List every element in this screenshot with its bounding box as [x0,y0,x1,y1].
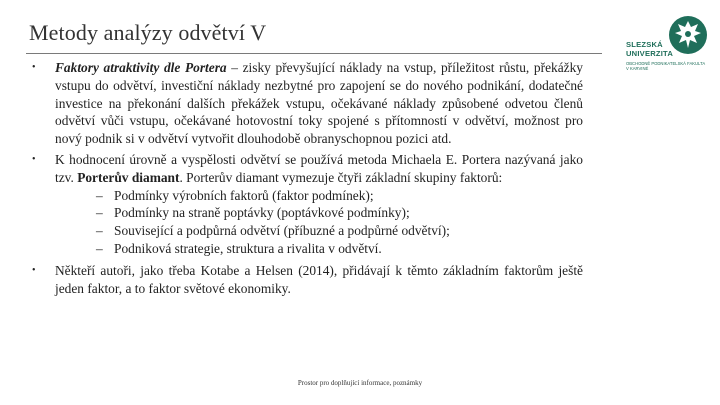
bullet-dot-icon: • [32,264,36,276]
diamond-factor-list [55,187,583,258]
dash-icon: – [96,205,103,221]
bullet-dot-icon: • [32,62,36,73]
bullet-strong-term: Porterův diamant [77,169,180,185]
logo-subtitle: OBCHODNĚ PODNIKATELSKÁ FAKULTA V KARVINÉ [626,61,705,71]
university-logo [622,15,710,75]
list-item: – Podmínky na straně poptávky (poptávkové podmínky); [96,205,410,221]
bullet-porter-diamond [31,151,583,258]
bullet-text: . Porterův diamant vymezuje čtyři základní skupiny faktorů: [179,169,503,185]
slide-title: Metody analýzy odvětví V [29,20,267,45]
dash-icon: – [96,187,103,203]
logo-line-2: UNIVERZITA [626,48,673,58]
bullet-text: – zisky převyšující náklady na vstup, příležitost růstu, překážky vstupu do odvětví, investiční náklady nezbytné pro zapojení se do nového podnikání, dodatečné investice na překonání dalších překážek vstupu, očekávané náklady způsobené odvetou členů odvětví vůči vstupu, očekávané hotovostní toky spojené s přítomností v odvětví, možnost pro nový podnik si v odvětví vytvořit dlouhodobě obranyschopnou pozici atd. [55,60,583,147]
list-item: – Podmínky výrobních faktorů (faktor podmínek); [96,187,374,203]
bullet-world-economy [31,262,583,298]
bullet-lead: Faktory atraktivity dle Portera [55,60,227,75]
slide-content [31,59,583,297]
title-divider [26,53,602,54]
list-item: – Související a podpůrná odvětví (příbuzné a podpůrné odvětví); [96,223,450,239]
list-item: – Podniková strategie, struktura a rivalita v odvětví. [96,240,382,256]
logo-wordmark [626,41,673,58]
bullet-text: Někteří autoři, jako třeba Kotabe a Helsen (2014), přidávají k těmto základním faktorům ještě jeden faktor, a to faktor světové ekonomiky. [55,262,583,296]
logo-line-1: SLEZSKÁ [626,40,663,49]
dash-icon: – [96,223,103,239]
dash-icon: – [96,240,103,256]
slide-footer: Prostor pro doplňující informace, poznámky [297,379,423,387]
bullet-text: K hodnocení úrovně a vyspělosti odvětví se používá metoda Michaela E. Portera nazývaná jako tzv. [55,151,583,185]
eagle-emblem-icon [668,15,708,55]
bullet-porter-attractiveness [31,59,583,148]
bullet-dot-icon: • [32,153,36,165]
